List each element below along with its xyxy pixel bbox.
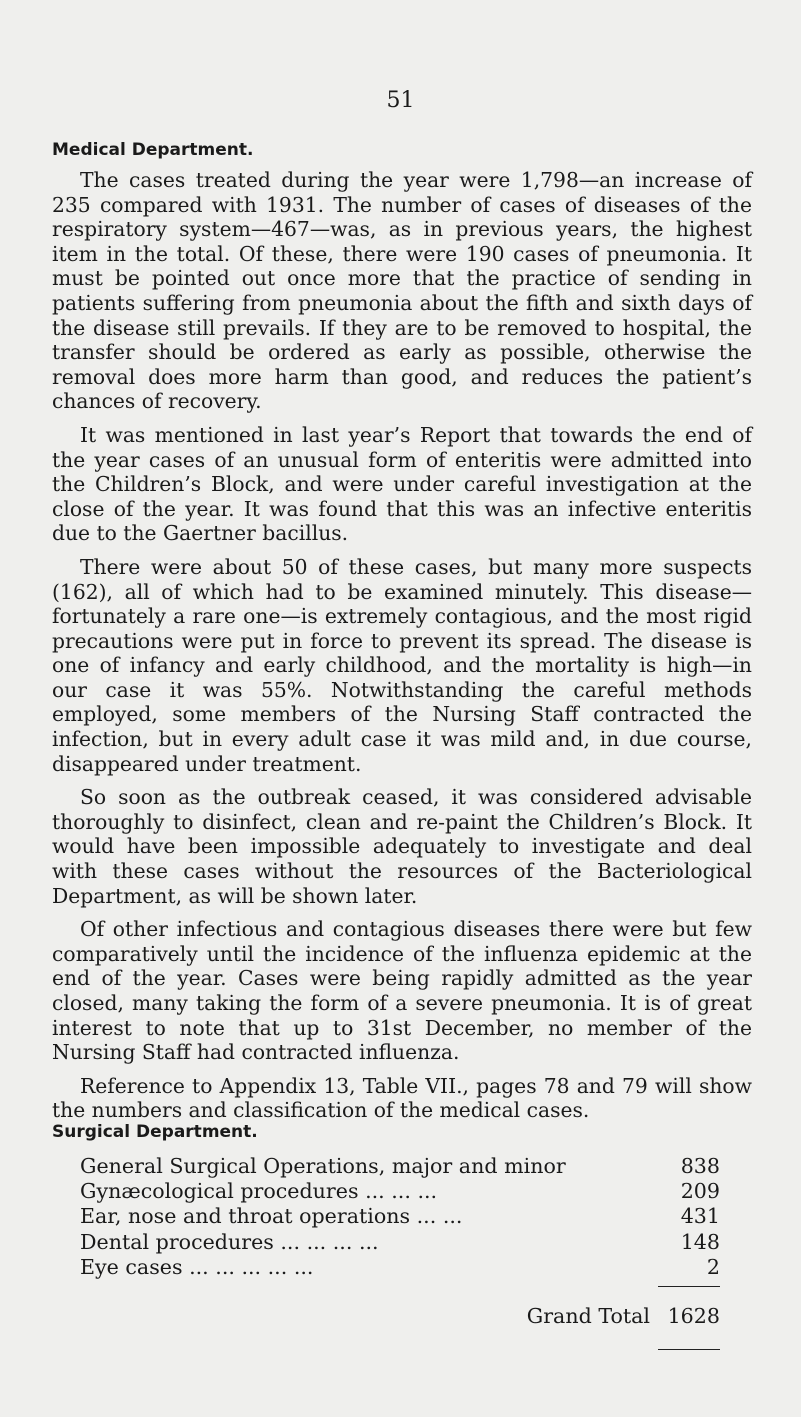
grand-total-count: 1628 bbox=[667, 1304, 720, 1328]
row-count: 209 bbox=[680, 1179, 720, 1204]
table-row bbox=[80, 1154, 720, 1179]
row-count: 148 bbox=[680, 1229, 720, 1254]
table-row bbox=[80, 1204, 720, 1229]
row-label: Ear, nose and throat operations ... ... bbox=[80, 1204, 463, 1229]
medical-body bbox=[52, 168, 752, 1132]
medical-paragraph: So soon as the outbreak ceased, it was considered advisable thoroughly to disinfect, clean and re-paint the Children’s Block. It would have been impossible adequately to investigate and deal with these cases without the resources of the Bacteriological Department, as will be shown later. bbox=[52, 785, 752, 908]
surgical-table bbox=[80, 1154, 720, 1328]
medical-department-heading: Medical Department. bbox=[52, 140, 254, 160]
surgical-department-heading: Surgical Department. bbox=[52, 1122, 258, 1142]
medical-paragraph: There were about 50 of these cases, but many more suspects (162), all of which had to be examined minutely. This disease—fortunately a rare one—is extremely contagious, and the most rigid precautions were put in force to prevent its spread. The disease is one of infancy and early childhood, and the mortality is high—in our case it was 55%. Notwithstanding the careful methods employed, some members of the Nursing Staff contracted the infection, but in every adult case it was mild and, in due course, disappeared under treatment. bbox=[52, 554, 752, 776]
total-rule-top bbox=[658, 1286, 720, 1287]
medical-paragraph: The cases treated during the year were 1,798—an increase of 235 compared with 1931. The number of cases of diseases of the respiratory system—467—was, as in previous years, the highest item in the total. Of these, there were 190 cases of pneumonia. It must be pointed out once more that the practice of sending in patients suffering from pneumonia about the fifth and sixth days of the disease still prevails. If they are to be removed to hospital, the transfer should be ordered as early as possible, otherwise the removal does more harm than good, and reduces the patient’s chances of recovery. bbox=[52, 168, 752, 414]
row-label: Dental procedures ... ... ... ... bbox=[80, 1229, 379, 1254]
table-row bbox=[80, 1255, 720, 1280]
medical-paragraph: Reference to Appendix 13, Table VII., pages 78 and 79 will show the numbers and classification of the medical cases. bbox=[52, 1073, 752, 1123]
row-count: 431 bbox=[680, 1204, 720, 1229]
grand-total-row bbox=[527, 1304, 720, 1329]
page-number: 51 bbox=[386, 88, 415, 113]
table-row bbox=[80, 1179, 720, 1204]
medical-paragraph: Of other infectious and contagious diseases there were but few comparatively until the incidence of the influenza epidemic at the end of the year. Cases were being rapidly admitted as the year closed, many taking the form of a severe pneumonia. It is of great interest to note that up to 31st December, no member of the Nursing Staff had contracted influenza. bbox=[52, 917, 752, 1065]
row-label: Eye cases ... ... ... ... ... bbox=[80, 1254, 314, 1279]
row-label: Gynæcological procedures ... ... ... bbox=[80, 1179, 438, 1204]
row-count: 838 bbox=[680, 1154, 720, 1178]
row-label: General Surgical Operations, major and minor bbox=[80, 1154, 566, 1178]
row-count: 2 bbox=[706, 1254, 720, 1279]
medical-paragraph: It was mentioned in last year’s Report that towards the end of the year cases of an unusual form of enteritis were admitted into the Children’s Block, and were under careful investigation at the close of the year. It was found that this was an infective enteritis due to the Gaertner bacillus. bbox=[52, 422, 752, 546]
grand-total-label: Grand Total bbox=[526, 1304, 650, 1328]
table-row bbox=[80, 1230, 720, 1255]
total-rule-bottom bbox=[658, 1349, 720, 1350]
